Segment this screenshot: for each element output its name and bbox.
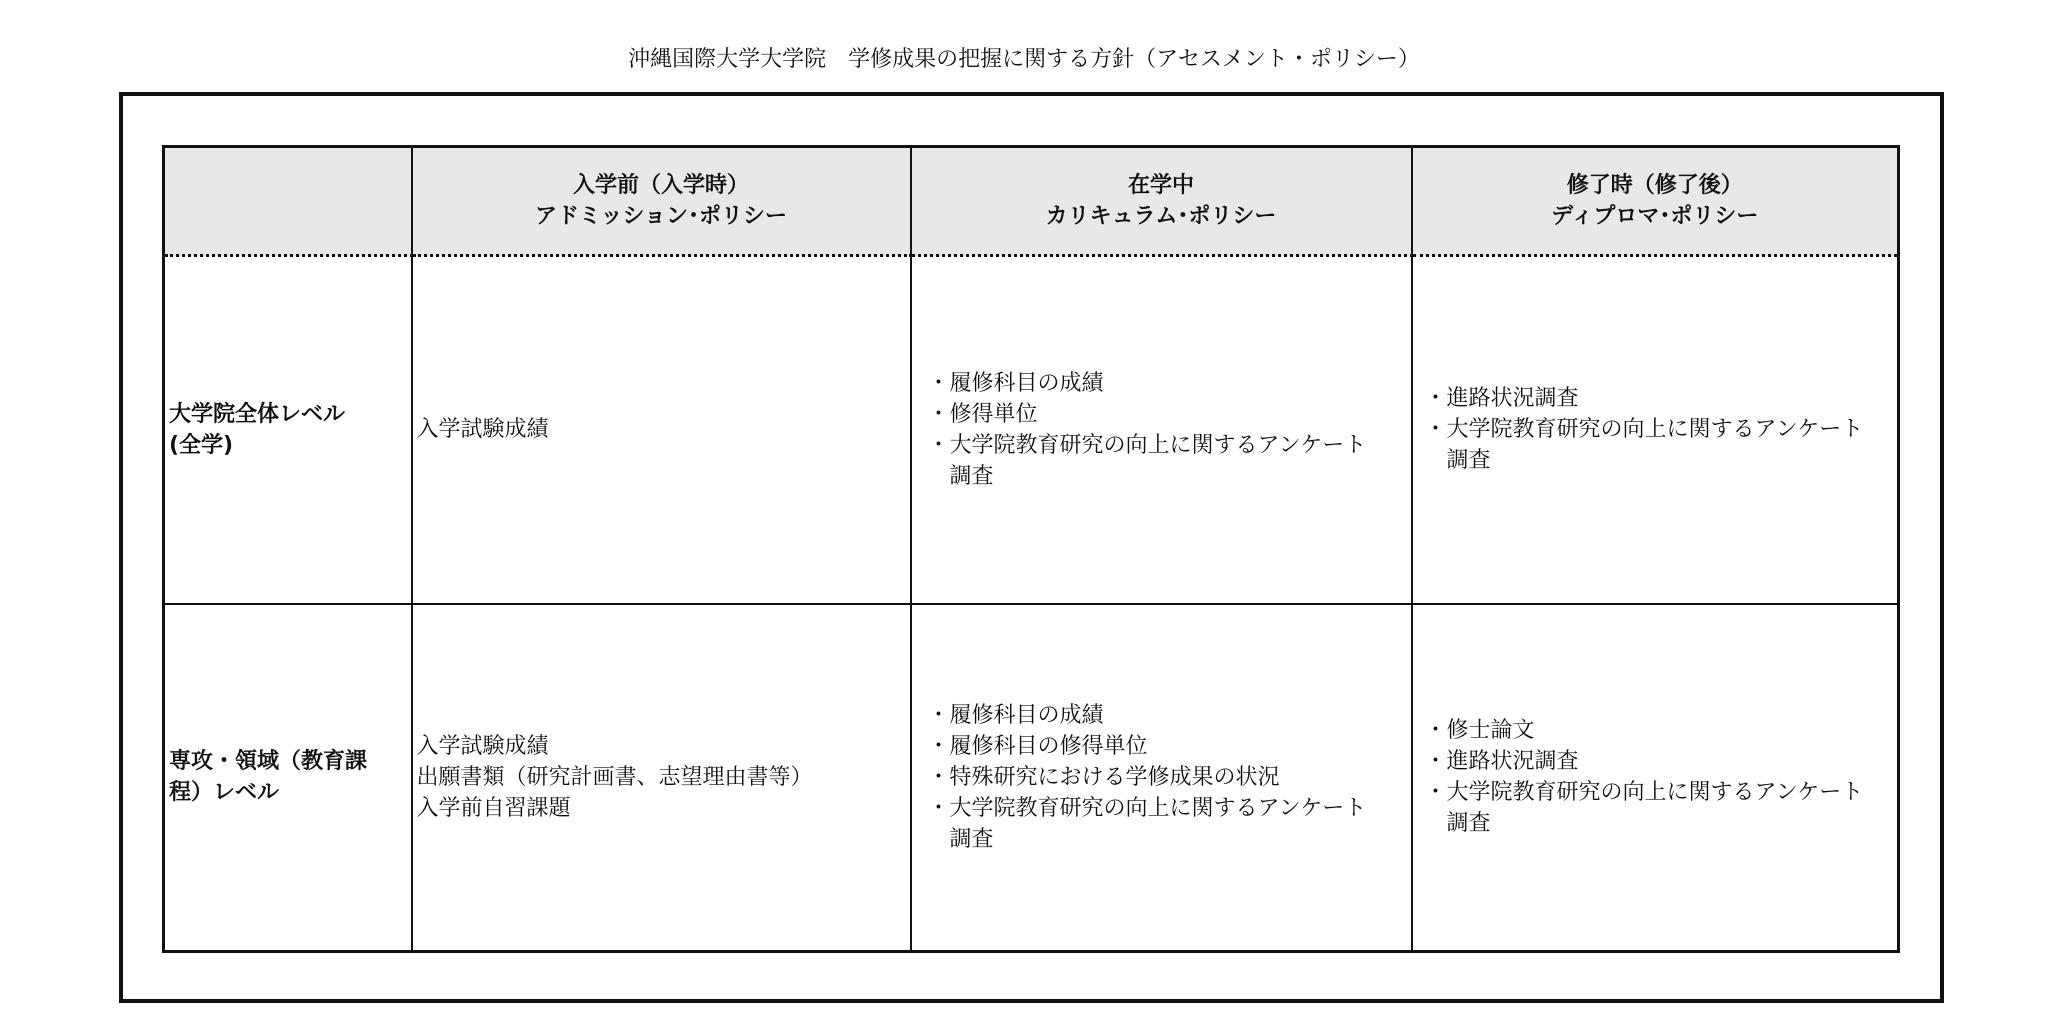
header-row — [164, 147, 1899, 256]
header-line: 入学前（入学時） — [572, 173, 749, 198]
header-line: 在学中 — [1127, 173, 1194, 198]
row-label-line: 程）レベル — [169, 780, 280, 806]
list-item: ・ 特殊研究における学修成果の状況 — [928, 762, 1368, 793]
bullet-list — [916, 700, 1368, 855]
list-item: ・ 進路状況調査 — [1425, 383, 1865, 414]
header-admission — [412, 147, 911, 256]
header-curriculum — [911, 147, 1412, 256]
table-row — [164, 604, 1899, 952]
bullet-list — [1417, 715, 1865, 839]
list-item: ・ 履修科目の成績 — [928, 700, 1368, 731]
assessment-policy-table — [162, 145, 1900, 953]
list-item: ・ 大学院教育研究の向上に関するアンケート調査 — [1425, 777, 1865, 839]
row-label — [164, 256, 412, 604]
header-line: カリキュラム･ポリシー — [1045, 204, 1277, 229]
row-label-line: 専攻・領域（教育課 — [169, 749, 368, 775]
list-item: ・ 大学院教育研究の向上に関するアンケート調査 — [1425, 414, 1865, 476]
row-label — [164, 604, 412, 952]
header-line: 修了時（修了後） — [1566, 173, 1743, 198]
row-label-line: 大学院全体レベル — [169, 401, 346, 427]
list-item: ・ 履修科目の成績 — [928, 368, 1368, 399]
list-item: ・ 修士論文 — [1425, 715, 1865, 746]
list-item: ・ 進路状況調査 — [1425, 746, 1865, 777]
row-label-line: (全学) — [169, 432, 234, 458]
list-item: 入学前自習課題 — [416, 795, 571, 821]
diploma-cell — [1412, 256, 1899, 604]
list-item: ・ 大学院教育研究の向上に関するアンケート調査 — [928, 793, 1368, 855]
list-item: ・ 履修科目の修得単位 — [928, 731, 1368, 762]
list-item: 入学試験成績 — [416, 417, 549, 443]
document-title: 沖縄国際大学大学院 学修成果の把握に関する方針（アセスメント・ポリシー） — [628, 47, 1420, 72]
curriculum-cell — [911, 604, 1412, 952]
admission-cell — [412, 604, 911, 952]
header-empty — [164, 147, 412, 256]
list-item: ・ 大学院教育研究の向上に関するアンケート調査 — [928, 430, 1368, 492]
header-line: アドミッション･ポリシー — [534, 204, 788, 229]
header-line: ディプロマ･ポリシー — [1551, 204, 1759, 229]
bullet-list — [916, 368, 1368, 492]
list-item: 出願書類（研究計画書、志望理由書等） — [416, 764, 813, 790]
list-item: ・ 修得単位 — [928, 399, 1368, 430]
bullet-list — [1417, 383, 1865, 476]
admission-cell — [412, 256, 911, 604]
table-row — [164, 256, 1899, 604]
diploma-cell — [1412, 604, 1899, 952]
header-diploma — [1412, 147, 1899, 256]
curriculum-cell — [911, 256, 1412, 604]
list-item: 入学試験成績 — [416, 733, 549, 759]
